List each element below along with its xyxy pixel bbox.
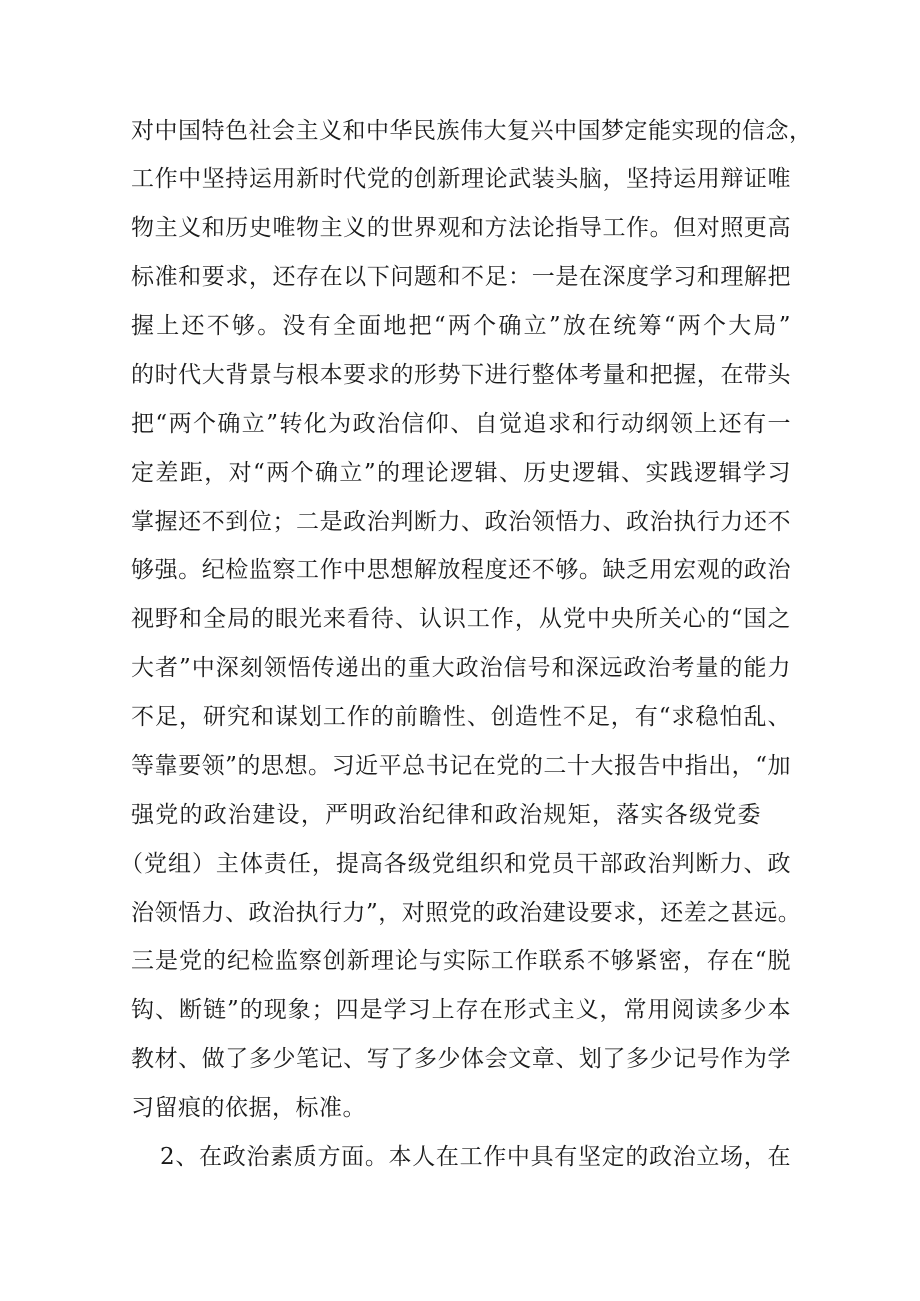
paragraph-line: 掌握还不到位；二是政治判断力、政治领悟力、政治执行力还不 — [131, 509, 791, 535]
paragraph-line: 标准和要求，还存在以下问题和不足：一是在深度学习和理解把 — [131, 264, 791, 290]
paragraph-line: 教材、做了多少笔记、写了多少体会文章、划了多少记号作为学 — [131, 1046, 791, 1072]
paragraph-line: 三是党的纪检监察创新理论与实际工作联系不够紧密，存在“脱 — [131, 948, 791, 974]
paragraph-line: 习留痕的依据，标准。 — [131, 1095, 366, 1121]
paragraph-line: 工作中坚持运用新时代党的创新理论武装头脑，坚持运用辩证唯 — [131, 166, 791, 192]
paragraph-line: 物主义和历史唯物主义的世界观和方法论指导工作。但对照更高 — [131, 215, 791, 241]
paragraph-line: 不足，研究和谋划工作的前瞻性、创造性不足，有“求稳怕乱、 — [131, 704, 791, 730]
paragraph-line: 大者”中深刻领悟传递出的重大政治信号和深远政治考量的能力 — [131, 655, 791, 681]
paragraph-line: （党组）主体责任，提高各级党组织和党员干部政治判断力、政 — [120, 851, 791, 877]
paragraph-line: 2、在政治素质方面。本人在工作中具有坚定的政治立场，在 — [160, 1144, 791, 1170]
paragraph-line: 等靠要领”的思想。习近平总书记在党的二十大报告中指出，“加 — [131, 753, 791, 779]
paragraph-line: 握上还不够。没有全面地把“两个确立”放在统筹“两个大局” — [131, 313, 791, 339]
paragraph-line: 强党的政治建设，严明政治纪律和政治规矩，落实各级党委 — [131, 802, 761, 828]
paragraph-line: 对中国特色社会主义和中华民族伟大复兴中国梦定能实现的信念， — [131, 118, 813, 144]
paragraph-line: 够强。纪检监察工作中思想解放程度还不够。缺乏用宏观的政治 — [131, 557, 791, 583]
paragraph-line: 钩、断链”的现象；四是学习上存在形式主义，常用阅读多少本 — [131, 997, 791, 1023]
paragraph-line: 治领悟力、政治执行力”，对照党的政治建设要求，还差之甚远。 — [131, 900, 802, 926]
paragraph-line: 定差距，对“两个确立”的理论逻辑、历史逻辑、实践逻辑学习 — [131, 460, 791, 486]
paragraph-line: 视野和全局的眼光来看待、认识工作，从党中央所关心的“国之 — [131, 606, 791, 632]
paragraph-line: 把“两个确立”转化为政治信仰、自觉追求和行动纲领上还有一 — [131, 411, 791, 437]
paragraph-line: 的时代大背景与根本要求的形势下进行整体考量和把握，在带头 — [131, 362, 791, 388]
